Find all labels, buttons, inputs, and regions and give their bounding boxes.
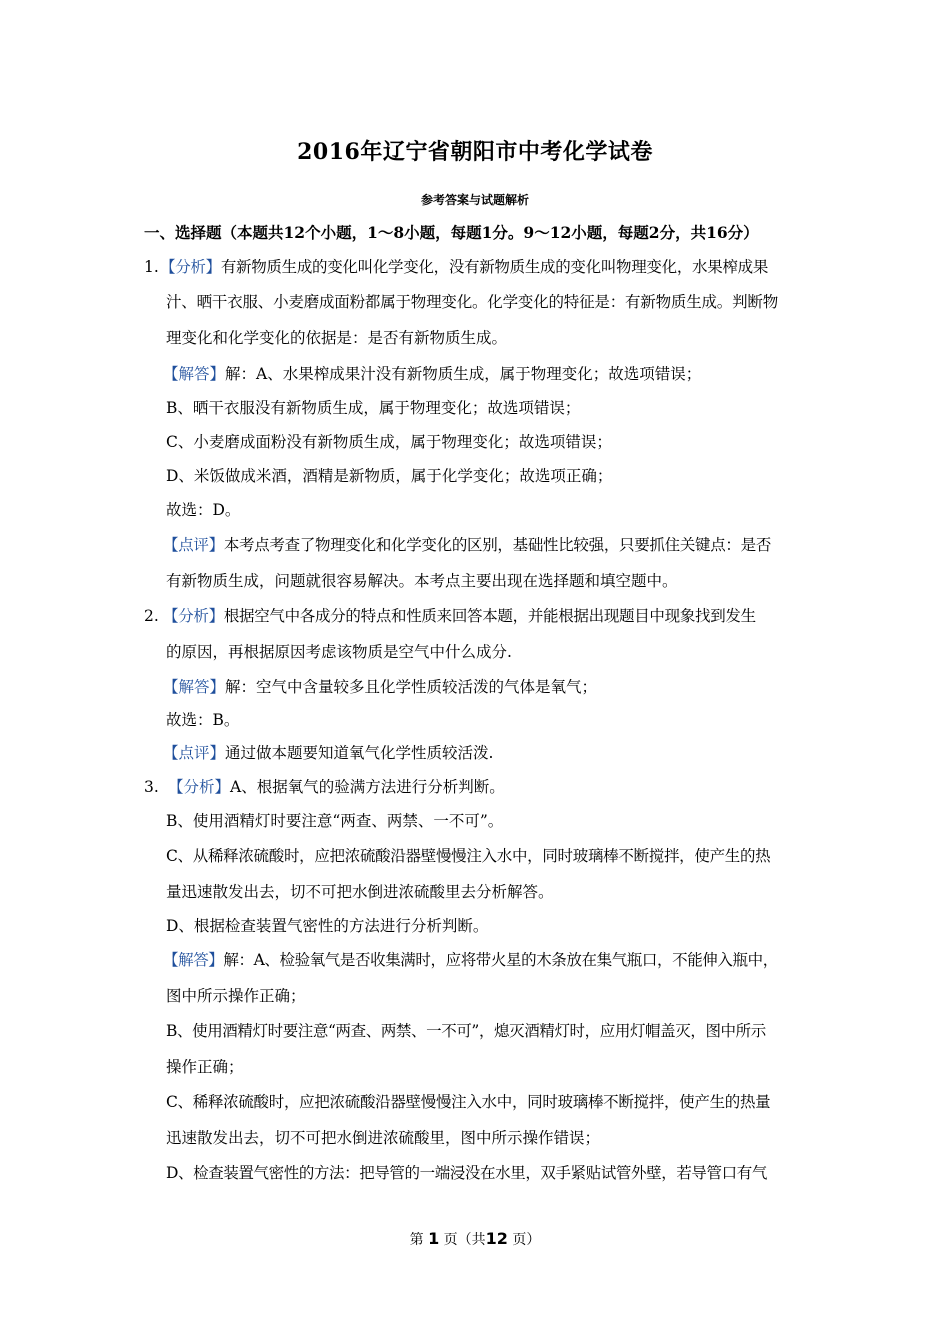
question-number: 2.	[144, 607, 159, 625]
answer-line: D、米饭做成米酒，酒精是新物质，属于化学变化；故选项正确；	[166, 467, 613, 485]
analysis-line: 量迅速散发出去，切不可把水倒进浓硫酸里去分析解答。	[166, 883, 554, 901]
analysis-line: C、从稀释浓硫酸时，应把浓硫酸沿器壁慢慢注入水中，同时玻璃棒不断搅拌，使产生的热	[166, 847, 771, 865]
current-page-number: 1	[428, 1229, 440, 1248]
answer-line: 迅速散发出去，切不可把水倒进浓硫酸里，图中所示操作错误；	[166, 1129, 601, 1147]
answer-line: 操作正确；	[166, 1058, 244, 1076]
comment-line: 【点评】本考点考查了物理变化和化学变化的区别，基础性比较强，只要抓住关键点：是否	[163, 536, 772, 554]
section-heading: 一、选择题（本题共12个小题，1～8小题，每题1分。9～12小题，每题2分，共16分）	[144, 223, 759, 242]
analysis-tag: 【分析】	[168, 778, 231, 796]
answer-line: C、小麦磨成面粉没有新物质生成，属于物理变化；故选项错误；	[166, 433, 612, 451]
comment-tag: 【点评】	[163, 536, 224, 554]
answer-tag: 【解答】	[163, 678, 226, 696]
analysis-tag: 【分析】	[163, 607, 224, 625]
page-title: 2016年辽宁省朝阳市中考化学试卷	[297, 139, 653, 165]
answer-line: 【解答】解：空气中含量较多且化学性质较活泼的气体是氧气；	[163, 678, 598, 696]
question-number: 1.	[144, 258, 159, 276]
answer-line: 故选：B。	[166, 711, 240, 729]
comment-line: 【点评】通过做本题要知道氧气化学性质较活泼.	[163, 744, 494, 762]
analysis-line: 【分析】根据空气中各成分的特点和性质来回答本题，并能根据出现题目中现象找到发生	[163, 607, 756, 625]
answer-line: 【解答】解：A、检验氧气是否收集满时，应将带火星的木条放在集气瓶口，不能伸入瓶中，	[163, 951, 778, 969]
page-footer: 第 1 页（共12 页）	[409, 1229, 541, 1248]
analysis-line: B、使用酒精灯时要注意“两查、两禁、一不可”。	[166, 812, 504, 830]
analysis-line: D、根据检查装置气密性的方法进行分析判断。	[166, 917, 489, 935]
page-subtitle: 参考答案与试题解析	[420, 193, 529, 207]
answer-line: 【解答】解：A、水果榨成果汁没有新物质生成，属于物理变化；故选项错误；	[163, 365, 702, 383]
answer-line: C、稀释浓硫酸时，应把浓硫酸沿器壁慢慢注入水中，同时玻璃棒不断搅拌，使产生的热量	[166, 1093, 771, 1111]
answer-line: D、检查装置气密性的方法：把导管的一端浸没在水里，双手紧贴试管外壁，若导管口有气	[166, 1164, 767, 1182]
analysis-line: 理变化和化学变化的依据是：是否有新物质生成。	[166, 329, 508, 347]
answer-tag: 【解答】	[163, 365, 226, 383]
answer-tag: 【解答】	[163, 951, 224, 969]
analysis-line: 的原因，再根据原因考虑该物质是空气中什么成分.	[166, 643, 512, 661]
analysis-tag: 【分析】	[160, 258, 221, 276]
analysis-line: 【分析】A、根据氧气的验满方法进行分析判断。	[168, 778, 505, 796]
question-number: 3.	[144, 778, 159, 796]
total-page-number: 12	[485, 1229, 508, 1248]
answer-line: 图中所示操作正确；	[166, 987, 306, 1005]
comment-line: 有新物质生成，问题就很容易解决。本考点主要出现在选择题和填空题中。	[166, 572, 678, 590]
comment-tag: 【点评】	[163, 744, 226, 762]
answer-line: 故选：D。	[166, 501, 241, 519]
analysis-line: 【分析】有新物质生成的变化叫化学变化，没有新物质生成的变化叫物理变化，水果榨成果	[160, 258, 769, 276]
answer-line: B、晒干衣服没有新物质生成，属于物理变化；故选项错误；	[166, 399, 581, 417]
answer-line: B、使用酒精灯时要注意“两查、两禁、一不可”，熄灭酒精灯时，应用灯帽盖灭，图中所示	[166, 1022, 766, 1040]
analysis-line: 汁、晒干衣服、小麦磨成面粉都属于物理变化。化学变化的特征是：有新物质生成。判断物	[166, 293, 779, 311]
